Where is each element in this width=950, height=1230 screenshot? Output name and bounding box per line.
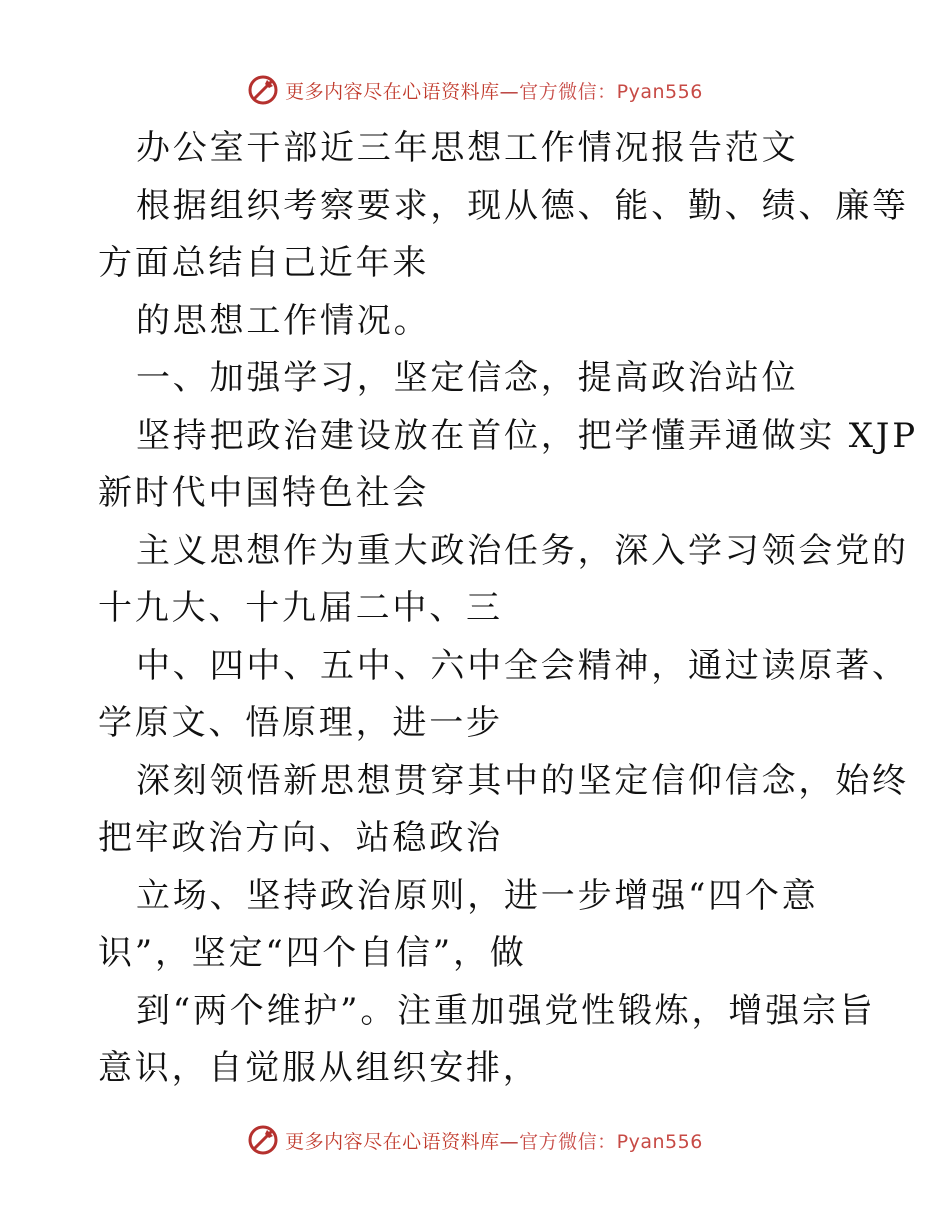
document-line: 中、四中、五中、六中全会精神，通过读原著、: [136, 645, 909, 686]
document-line: 一、加强学习，坚定信念，提高政治站位: [136, 358, 799, 398]
document-line: 到“两个维护”。注重加强党性锻炼，增强宗旨: [136, 990, 876, 1031]
document-line: 十九大、十九届二中、三: [98, 588, 503, 628]
document-line: 的思想工作情况。: [136, 300, 431, 341]
banner-text: 更多内容尽在心语资料库—官方微信：Pyan556: [285, 1130, 703, 1153]
document-line: 把牢政治方向、站稳政治: [98, 818, 503, 858]
document-line: 办公室干部近三年思想工作情况报告范文: [136, 128, 799, 168]
document-line: 坚持把政治建设放在首位，把学懂弄通做实 XJP: [136, 415, 918, 456]
document-body: [98, 120, 918, 1098]
document-line: 根据组织考察要求，现从德、能、勤、绩、廉等: [136, 185, 909, 226]
document-line: 意识，自觉服从组织安排，: [98, 1048, 540, 1088]
document-line: 立场、坚持政治原则，进一步增强“四个意: [136, 875, 819, 916]
document-line: 深刻领悟新思想贯穿其中的坚定信仰信念，始终: [136, 760, 909, 801]
document-line: 方面总结自己近年来: [98, 243, 430, 283]
footer-banner: [0, 1120, 950, 1160]
header-banner: [0, 70, 950, 110]
banner-text: 更多内容尽在心语资料库—官方微信：Pyan556: [285, 80, 703, 103]
document-line: 识”，坚定“四个自信”，做: [98, 933, 527, 973]
document-line: 新时代中国特色社会: [98, 473, 430, 513]
brush-logo-icon: [247, 74, 279, 106]
brush-logo-icon: [247, 1124, 279, 1156]
document-line: 学原文、悟原理，进一步: [98, 703, 503, 743]
document-line: 主义思想作为重大政治任务，深入学习领会党的: [136, 530, 909, 571]
